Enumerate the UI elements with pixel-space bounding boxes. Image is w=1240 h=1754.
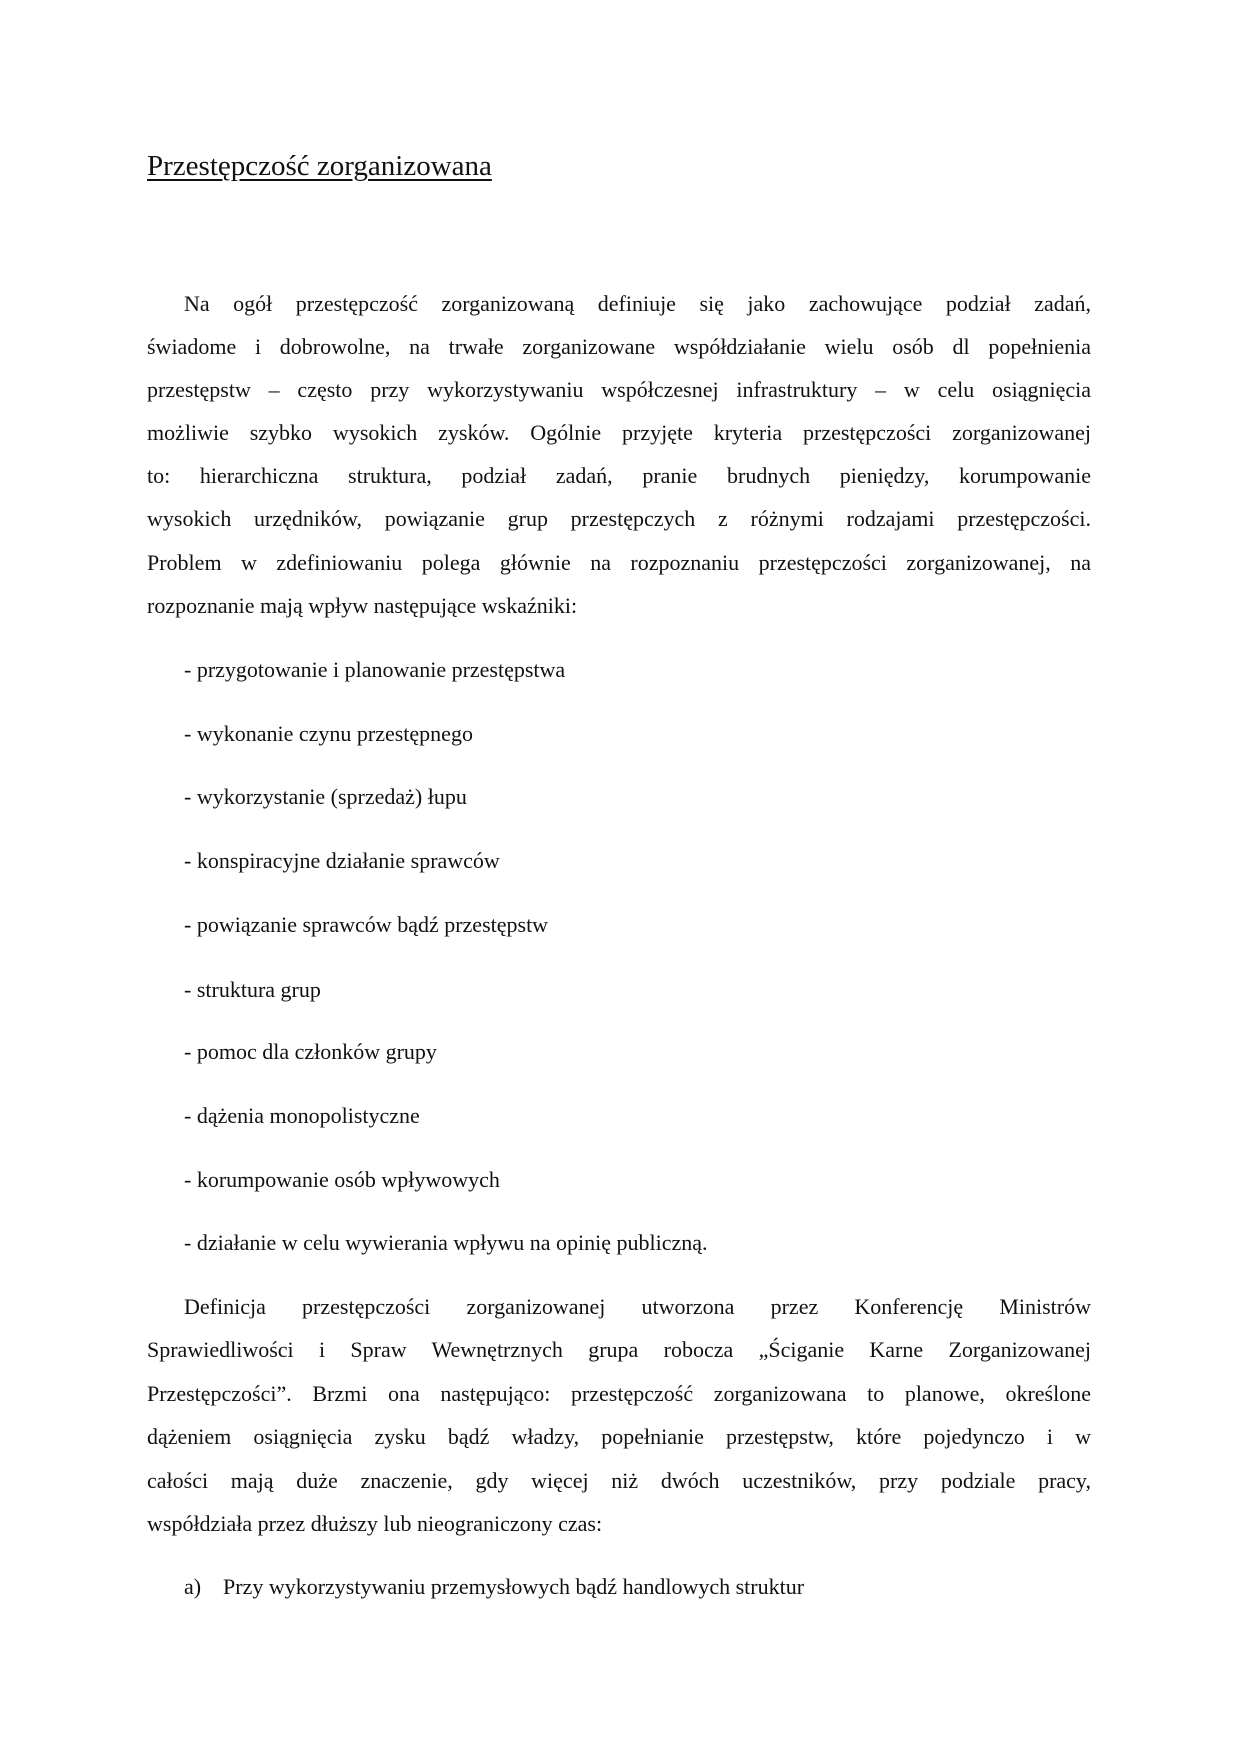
indicator-list-item: - działanie w celu wywierania wpływu na opinię publiczną. [184, 1230, 708, 1255]
paragraph-2-line: Sprawiedliwości i Spraw Wewnętrznych grupa robocza „Ściganie Karne Zorganizowanej [147, 1337, 1091, 1362]
indicator-list-item: - pomoc dla członków grupy [184, 1039, 437, 1064]
paragraph-1-line: przestępstw – często przy wykorzystywaniu współczesnej infrastruktury – w celu osiągnięcia [147, 377, 1091, 402]
paragraph-2-line: współdziała przez dłuższy lub nieograniczony czas: [147, 1511, 603, 1536]
paragraph-2-line: Definicja przestępczości zorganizowanej utworzona przez Konferencję Ministrów [184, 1294, 1091, 1319]
paragraph-1-line: Problem w zdefiniowaniu polega głównie na rozpoznaniu przestępczości zorganizowanej, na [147, 550, 1091, 575]
paragraph-1-line: Na ogół przestępczość zorganizowaną definiuje się jako zachowujące podział zadań, [184, 291, 1091, 316]
paragraph-1-line: możliwie szybko wysokich zysków. Ogólnie przyjęte kryteria przestępczości zorganizowanej [147, 420, 1091, 445]
list-item-a [184, 1573, 804, 1601]
document-title: Przestępczość zorganizowana [147, 150, 492, 182]
list-item-label: a) [184, 1574, 202, 1599]
paragraph-2-line: Przestępczości”. Brzmi ona następująco: przestępczość zorganizowana to planowe, określone [147, 1381, 1091, 1406]
indicator-list-item: - konspiracyjne działanie sprawców [184, 848, 500, 873]
paragraph-2-line: dążeniem osiągnięcia zysku bądź władzy, popełnianie przestępstw, które pojedynczo i w [147, 1424, 1091, 1449]
indicator-list-item: - powiązanie sprawców bądź przestępstw [184, 912, 549, 937]
indicator-list-item: - wykorzystanie (sprzedaż) łupu [184, 784, 467, 809]
list-item-text: Przy wykorzystywaniu przemysłowych bądź handlowych struktur [223, 1574, 805, 1599]
paragraph-1-line: rozpoznanie mają wpływ następujące wskaźniki: [147, 593, 578, 618]
indicator-list-item: - struktura grup [184, 977, 321, 1002]
paragraph-1-line: świadome i dobrowolne, na trwałe zorganizowane współdziałanie wielu osób dl popełnienia [147, 334, 1091, 359]
indicator-list-item: - wykonanie czynu przestępnego [184, 721, 473, 746]
paragraph-1-line: wysokich urzędników, powiązanie grup przestępczych z różnymi rodzajami przestępczości. [147, 506, 1091, 531]
indicator-list-item: - przygotowanie i planowanie przestępstwa [184, 657, 566, 682]
paragraph-2-line: całości mają duże znaczenie, gdy więcej niż dwóch uczestników, przy podziale pracy, [147, 1468, 1091, 1493]
indicator-list-item: - korumpowanie osób wpływowych [184, 1167, 500, 1192]
paragraph-1-line: to: hierarchiczna struktura, podział zadań, pranie brudnych pieniędzy, korumpowanie [147, 463, 1091, 488]
indicator-list-item: - dążenia monopolistyczne [184, 1103, 420, 1128]
